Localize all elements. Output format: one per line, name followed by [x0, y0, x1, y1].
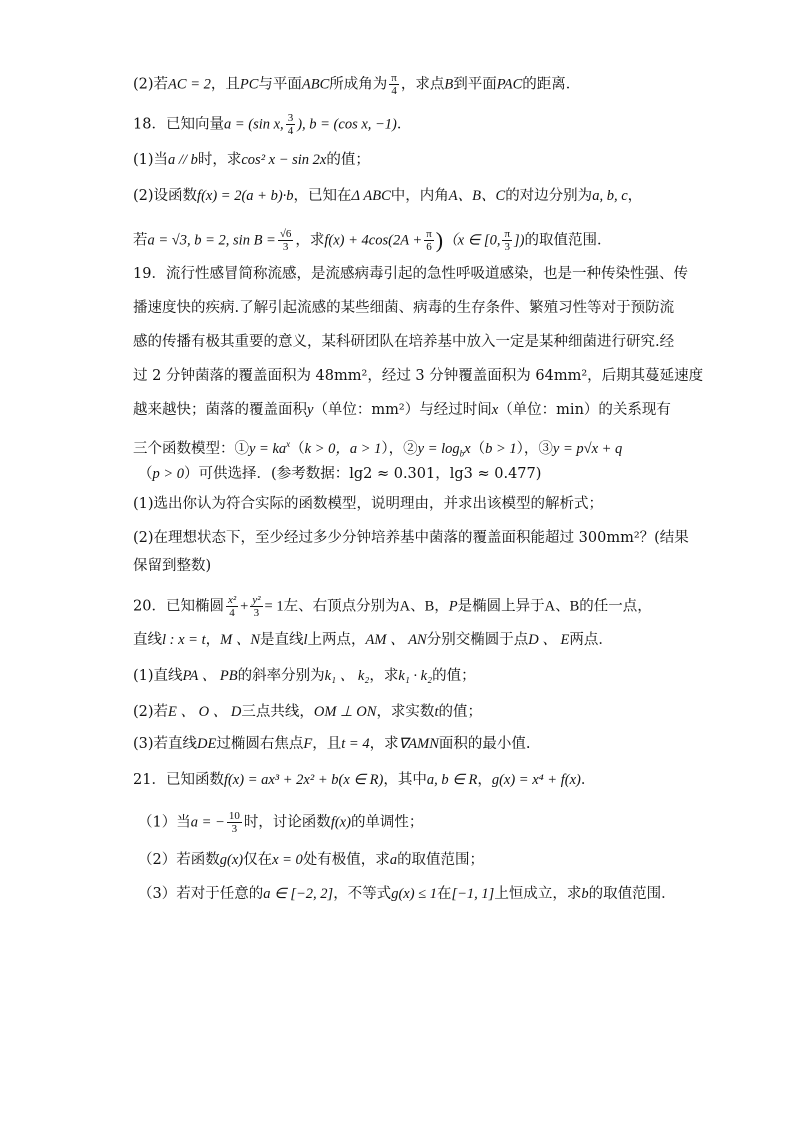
q20-title: 20．已知椭圆 $\frac{\text{x²}}{4}$ + $\frac{\text{y²}}{3}$ = 1左、右顶点分别为A、B，P是椭圆上异于A、B的任一点， — [133, 594, 652, 619]
q19-line6: 三个函数模型：①y = $ka^x(k > 0$，a > 1），②y = $\log_bx(b > 1)$，③y = p√x + q — [133, 439, 623, 459]
q19-line3: 感的传播有极其重要的意义，某科研团队在培养基中放入一定是某种细菌进行研究.经 — [133, 334, 675, 350]
q19-line7: （p > 0）可供选择．(参考数据：lg2 ≈ 0.301，lg3 ≈ 0.477) — [138, 466, 542, 482]
q19-part2-cont: 保留到整数) — [133, 558, 212, 574]
q19-part2: (2)在理想状态下，至少经过多少分钟培养基中菌落的覆盖面积能超过 300mm²？(结果 — [133, 530, 689, 546]
q18-part1: (1)当a // b时，求cos² x − sin 2x的值； — [133, 152, 370, 168]
q20-line2: 直线l : x = t，M 、N是直线l上两点，AM 、 AN分别交椭圆于点D 、 E两点． — [133, 632, 613, 648]
q19-part1: (1)选出你认为符合实际的函数模型，说明理由，并求出该模型的解析式； — [133, 496, 604, 512]
ellipse-x-term: $\frac{\text{x²}}{4}$ — [227, 594, 237, 619]
q21-part2: （2）若函数g(x)仅在x = 0处有极值，求a的取值范围； — [138, 852, 485, 868]
q18-title: 18．已知向量a = (sin x, $\frac{3}{4}$ ), b = (cos x, −1)． — [133, 112, 412, 137]
q20-part2: (2)若E 、 O 、 D三点共线，OM ⊥ ON，求实数t的值； — [133, 704, 482, 720]
q19-line4: 过 2 分钟菌落的覆盖面积为 48mm²，经过 3 分钟覆盖面积为 64mm²，后期其蔓延速度 — [133, 368, 704, 384]
q17-part2: (2)若AC = 2，且PC与平面ABC所成角为 $\frac{\pi}{4}$ ，求点B到平面PAC的距离． — [133, 72, 581, 97]
q19-line2: 播速度快的疾病.了解引起流感的某些细菌、病毒的生存条件、繁殖习性等对于预防流 — [133, 300, 675, 316]
a-value-fraction: $\frac{10}{3}$ — [228, 810, 240, 835]
q19-line1: 19．流行性感冒简称流感，是流感病毒引起的急性呼吸道感染，也是一种传染性强、传 — [133, 266, 688, 282]
pi6-fraction: $\frac{\pi}{6}$ — [426, 228, 432, 253]
q21-title: 21．已知函数f(x) = ax³ + 2x² + b(x ∈ R)，其中a, b ∈ R，g(x) = x⁴ + f(x)． — [133, 772, 596, 788]
pi3-fraction: $\frac{\pi}{3}$ — [504, 228, 511, 253]
angle-fraction: $\frac{\pi}{4}$ — [391, 72, 397, 97]
ellipse-y-term: $\frac{\text{y²}}{3}$ — [252, 594, 261, 619]
q21-part1: （1）当a = − $\frac{10}{3}$ 时，讨论函数f(x)的单调性； — [138, 810, 424, 835]
q18-part2-cont: 若a = √3, b = 2, sin B = $\frac{√6}{3}$ ，求f(x) + 4cos(2A + $\frac{\pi}{6}$ )（x ∈ [0, $\frac{\pi}{3}$ ])的取值范围． — [133, 227, 612, 253]
q18-fraction: $\frac{3}{4}$ — [287, 112, 294, 137]
q21-part3: （3）若对于任意的a ∈ [−2, 2]，不等式g(x) ≤ 1在[−1, 1]上恒成立，求b的取值范围． — [138, 886, 676, 902]
q18-part2: (2)设函数f(x) = 2(a + b)·b，已知在Δ ABC中，内角A、B、C的对边分别为a, b, c， — [133, 188, 643, 204]
q19-line5: 越来越快；菌落的覆盖面积y（单位：mm²）与经过时间x（单位：min）的关系现有 — [133, 402, 671, 418]
sinB-fraction: $\frac{√6}{3}$ — [279, 228, 292, 253]
q20-part3: (3)若直线DE过椭圆右焦点F，且t = 4，求∇AMN面积的最小值. — [133, 736, 531, 752]
q20-part1: (1)直线PA 、 PB的斜率分别为k₁ 、 k₂，求k₁ · k₂的值； — [133, 668, 476, 684]
